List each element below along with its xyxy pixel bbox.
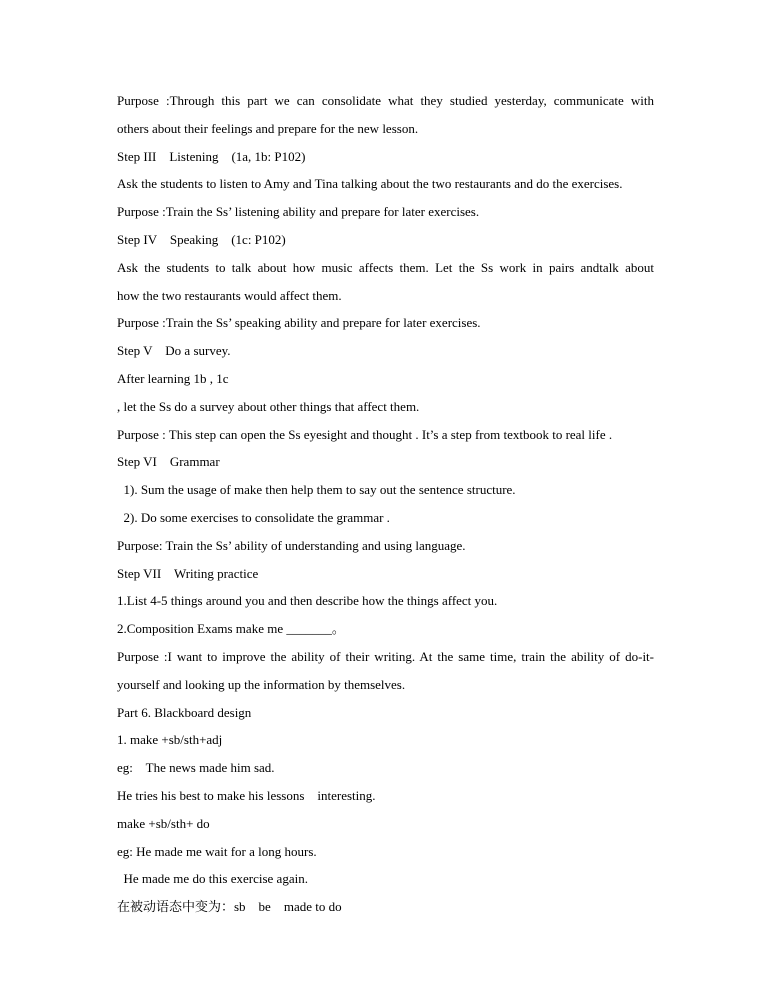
text-line: Purpose : This step can open the Ss eyesight and thought . It’s a step from textbook to real life . [117, 426, 613, 442]
text-line: eg: He made me wait for a long hours. [117, 843, 317, 859]
step-heading: Step IV Speaking (1c: P102) [117, 231, 286, 247]
step-heading: Step V Do a survey. [117, 343, 231, 359]
document-body [117, 88, 654, 922]
text-line: He made me do this exercise again. [117, 871, 308, 887]
text-line: eg: The news made him sad. [117, 760, 275, 776]
text-line: After learning 1b , 1c [117, 370, 229, 386]
text-line: 2.Composition Exams make me _______。 [117, 621, 345, 637]
text-line: Purpose: Train the Ss’ ability of understanding and using language. [117, 537, 466, 553]
text-line: 2). Do some exercises to consolidate the grammar . [117, 509, 390, 525]
text-line: Ask the students to talk about how music affects them. Let the Ss work in pairs andtalk about [117, 259, 654, 275]
text-line: others about their feelings and prepare for the new lesson. [117, 120, 419, 136]
text-line: Purpose :I want to improve the ability of their writing. At the same time, train the ability of do-it- [117, 648, 654, 664]
step-heading: Step VI Grammar [117, 454, 220, 470]
text-line: Ask the students to listen to Amy and Tina talking about the two restaurants and do the exercises. [117, 176, 623, 192]
text-line: , let the Ss do a survey about other things that affect them. [117, 398, 420, 414]
text-line: 1). Sum the usage of make then help them to say out the sentence structure. [117, 482, 516, 498]
text-line: Purpose :Train the Ss’ listening ability and prepare for later exercises. [117, 204, 480, 220]
text-line: how the two restaurants would affect them. [117, 287, 342, 303]
text-line: yourself and looking up the information by themselves. [117, 676, 406, 692]
text-line: 在被动语态中变为：sb be made to do [117, 899, 342, 915]
text-line: Purpose :Through this part we can consolidate what they studied yesterday, communicate with [117, 93, 654, 108]
text-line: 1. make +sb/sth+adj [117, 732, 223, 748]
text-line: make +sb/sth+ do [117, 815, 210, 831]
text-line: Purpose :Train the Ss’ speaking ability and prepare for later exercises. [117, 315, 481, 331]
text-line: 1.List 4-5 things around you and then describe how the things affect you. [117, 593, 498, 609]
text-line: He tries his best to make his lessons interesting. [117, 787, 376, 803]
step-heading: Step VII Writing practice [117, 565, 259, 581]
step-heading: Step III Listening (1a, 1b: P102) [117, 148, 306, 164]
section-heading: Part 6. Blackboard design [117, 704, 252, 720]
